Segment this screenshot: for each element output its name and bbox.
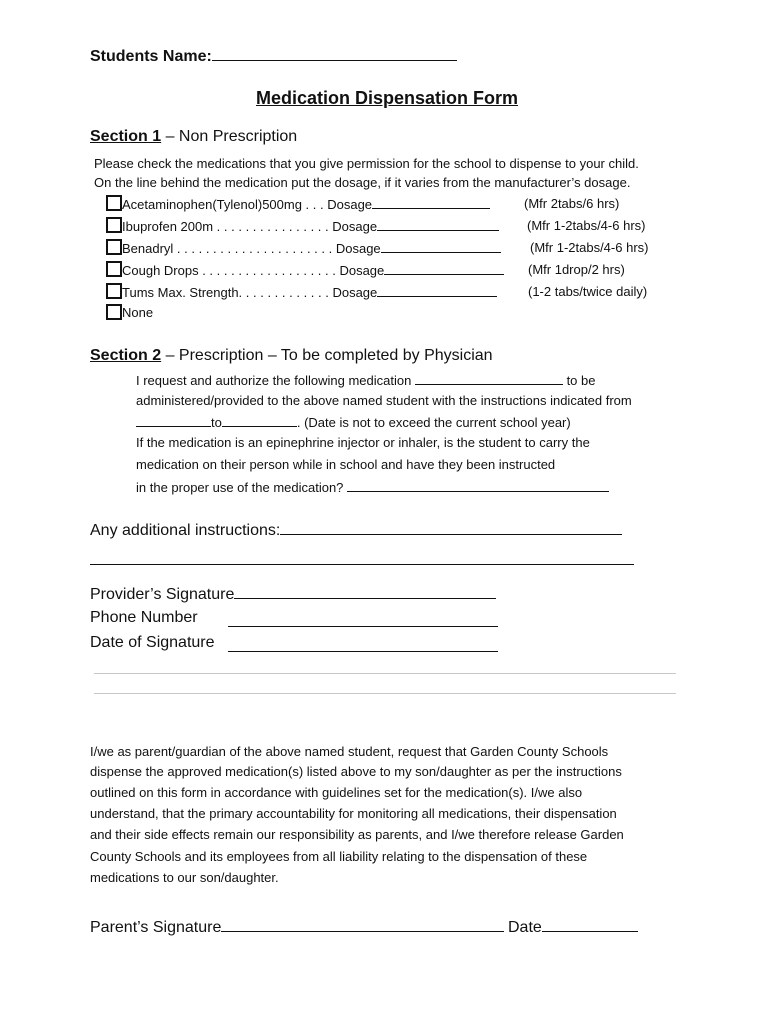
parent-date-label: Date: [508, 919, 542, 936]
date-to-line[interactable]: [222, 414, 297, 427]
med-note: (Mfr 2tabs/6 hrs): [524, 196, 620, 211]
section2-line-2: administered/provided to the above named student with the instructions indicated from: [136, 393, 632, 408]
consent-line: medications to our son/daughter.: [90, 870, 279, 885]
section2-heading: [90, 347, 493, 365]
parent-date-line[interactable]: [542, 917, 638, 932]
phone-number-line[interactable]: [228, 626, 498, 627]
section2-line-5: medication on their person while in school and have they been instructed: [136, 457, 556, 472]
section1-heading: [90, 128, 297, 146]
provider-signature-label: Provider’s Signature: [90, 586, 235, 603]
med-item-cough-drops: [122, 262, 504, 278]
med-item-tums: [122, 284, 497, 300]
provider-signature-line[interactable]: [234, 584, 496, 599]
section2-label: Section 2: [90, 347, 162, 364]
consent-line: County Schools and its employees from all liability relating to the dispensation of these: [90, 849, 588, 864]
divider: [94, 693, 676, 694]
section2-line-6: [136, 479, 609, 495]
consent-line: understand, that the primary accountability for monitoring all medications, their dispensation: [90, 806, 617, 821]
checkbox-ibuprofen[interactable]: [106, 217, 122, 233]
section1-instruction-2: On the line behind the medication put the dosage, if it varies from the manufacturer’s dosage.: [94, 175, 631, 190]
additional-instructions-field[interactable]: [90, 520, 622, 540]
checkbox-benadryl[interactable]: [106, 239, 122, 255]
med-item-none: None: [122, 305, 154, 320]
form-title: Medication Dispensation Form: [256, 88, 519, 108]
checkbox-acetaminophen[interactable]: [106, 195, 122, 211]
medication-line[interactable]: [415, 372, 563, 385]
parent-signature-field[interactable]: [90, 917, 504, 937]
med-name: Benadryl . . . . . . . . . . . . . . . . . . . . . . Dosage: [122, 241, 381, 256]
med-note: (Mfr 1drop/2 hrs): [528, 262, 625, 277]
text: I request and authorize the following medication: [136, 373, 415, 388]
dosage-line[interactable]: [377, 284, 497, 297]
dosage-line[interactable]: [381, 240, 501, 253]
date-of-signature-label: Date of Signature: [90, 634, 215, 651]
date-from-line[interactable]: [136, 414, 211, 427]
text: to: [211, 415, 222, 430]
med-note: (Mfr 1-2tabs/4-6 hrs): [530, 240, 649, 255]
med-item-benadryl: [122, 240, 501, 256]
section2-line-1: [136, 372, 595, 388]
student-name-field[interactable]: [90, 48, 457, 66]
text: to be: [562, 373, 596, 388]
student-name-label: Students Name:: [90, 48, 212, 65]
student-name-line[interactable]: [212, 48, 457, 61]
section2-title: – Prescription – To be completed by Physician: [161, 347, 493, 364]
consent-line: I/we as parent/guardian of the above named student, request that Garden County Schools: [90, 744, 609, 759]
carry-answer-line[interactable]: [347, 479, 609, 492]
text: in the proper use of the medication?: [136, 480, 348, 495]
parent-signature-label: Parent’s Signature: [90, 919, 222, 936]
med-note: (Mfr 1-2tabs/4-6 hrs): [527, 218, 646, 233]
section1-label: Section 1: [90, 128, 162, 145]
dosage-line[interactable]: [384, 262, 504, 275]
section2-line-3: [136, 414, 571, 430]
provider-signature-field[interactable]: [90, 584, 496, 604]
consent-line: and their side effects remain our responsibility as parents, and I/we therefore release Garden: [90, 827, 624, 842]
parent-date-field[interactable]: [508, 917, 638, 937]
additional-instructions-line-2[interactable]: [90, 564, 634, 565]
checkbox-none[interactable]: [106, 304, 122, 320]
consent-line: outlined on this form in accordance with guidelines set for the medication(s). I/we also: [90, 785, 583, 800]
section2-line-4: If the medication is an epinephrine injector or inhaler, is the student to carry the: [136, 435, 590, 450]
med-item-acetaminophen: [122, 196, 490, 212]
checkbox-cough-drops[interactable]: [106, 261, 122, 277]
parent-signature-line[interactable]: [221, 917, 504, 932]
dosage-line[interactable]: [372, 196, 490, 209]
section1-instruction-1: Please check the medications that you give permission for the school to dispense to your child.: [94, 156, 639, 171]
med-item-ibuprofen: [122, 218, 499, 234]
dosage-line[interactable]: [377, 218, 499, 231]
additional-instructions-label: Any additional instructions:: [90, 522, 281, 539]
text: . (Date is not to exceed the current school year): [296, 415, 571, 430]
phone-number-label: Phone Number: [90, 609, 198, 626]
divider: [94, 673, 676, 674]
med-name: Cough Drops . . . . . . . . . . . . . . . . . . . Dosage: [122, 263, 385, 278]
section1-title: – Non Prescription: [161, 128, 298, 145]
med-name: Ibuprofen 200m . . . . . . . . . . . . . . . . Dosage: [122, 219, 378, 234]
med-name: Tums Max. Strength. . . . . . . . . . . . . Dosage: [122, 285, 378, 300]
date-of-signature-line[interactable]: [228, 651, 498, 652]
med-note: (1-2 tabs/twice daily): [528, 284, 648, 299]
checkbox-tums[interactable]: [106, 283, 122, 299]
med-name: Acetaminophen(Tylenol)500mg . . . Dosage: [122, 197, 373, 212]
consent-line: dispense the approved medication(s) listed above to my son/daughter as per the instructions: [90, 764, 622, 779]
additional-instructions-line[interactable]: [280, 520, 622, 535]
